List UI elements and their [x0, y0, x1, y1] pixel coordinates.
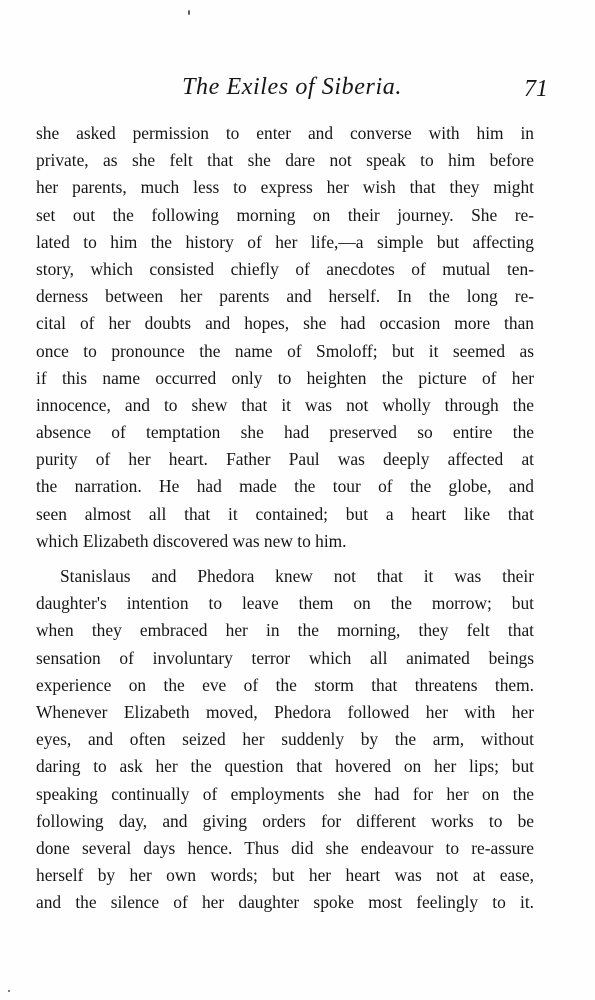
- page-number: 71: [524, 76, 548, 102]
- text-line: done several days hence. Thus did she endeavour to re-assure: [36, 837, 534, 858]
- text-line: private, as she felt that she dare not speak to him before: [36, 150, 534, 171]
- text-line: herself by her own words; but her heart was not at ease,: [36, 865, 534, 886]
- text-line: Whenever Elizabeth moved, Phedora followed her with her: [36, 701, 534, 722]
- text-line: derness between her parents and herself. In the long re-: [36, 286, 534, 307]
- body-text: [36, 120, 534, 916]
- text-line: following day, and giving orders for different works to be: [36, 810, 534, 831]
- text-line: set out the following morning on their journey. She re-: [36, 204, 534, 225]
- text-line: daring to ask her the question that hovered on her lips; but: [36, 756, 534, 777]
- text-line: innocence, and to shew that it was not wholly through the: [36, 394, 534, 415]
- paragraph: [36, 563, 534, 916]
- text-line: experience on the eve of the storm that threatens them.: [36, 674, 534, 695]
- running-head: [36, 74, 548, 114]
- text-line: cital of her doubts and hopes, she had occasion more than: [36, 313, 534, 334]
- text-line: her parents, much less to express her wish that they might: [36, 177, 534, 198]
- text-line: daughter's intention to leave them on the morrow; but: [36, 593, 534, 614]
- text-line: Stanislaus and Phedora knew not that it was their: [60, 566, 534, 586]
- text-line: absence of temptation she had preserved so entire the: [36, 422, 534, 443]
- text-line: she asked permission to enter and converse with him in: [36, 123, 534, 143]
- text-line: eyes, and often seized her suddenly by the arm, without: [36, 729, 534, 750]
- paragraph-gap: [36, 555, 534, 563]
- paragraph: [36, 120, 534, 555]
- ink-speck: [8, 990, 10, 992]
- text-line: purity of her heart. Father Paul was deeply affected at: [36, 449, 534, 470]
- text-line: if this name occurred only to heighten the picture of her: [36, 367, 534, 388]
- text-line: sensation of involuntary terror which all animated beings: [36, 647, 534, 668]
- text-line: speaking continually of employments she had for her on the: [36, 783, 534, 804]
- text-line: when they embraced her in the morning, they felt that: [36, 620, 534, 641]
- text-line: seen almost all that it contained; but a heart like that: [36, 503, 534, 524]
- text-line: and the silence of her daughter spoke most feelingly to it.: [36, 892, 534, 913]
- text-line: which Elizabeth discovered was new to him.: [36, 530, 347, 551]
- running-title: The Exiles of Siberia.: [182, 74, 402, 100]
- ink-speck: [188, 10, 190, 15]
- text-line: the narration. He had made the tour of the globe, and: [36, 476, 534, 497]
- text-line: once to pronounce the name of Smoloff; but it seemed as: [36, 340, 534, 361]
- text-line: story, which consisted chiefly of anecdotes of mutual ten-: [36, 258, 534, 279]
- text-line: lated to him the history of her life,—a simple but affecting: [36, 231, 534, 252]
